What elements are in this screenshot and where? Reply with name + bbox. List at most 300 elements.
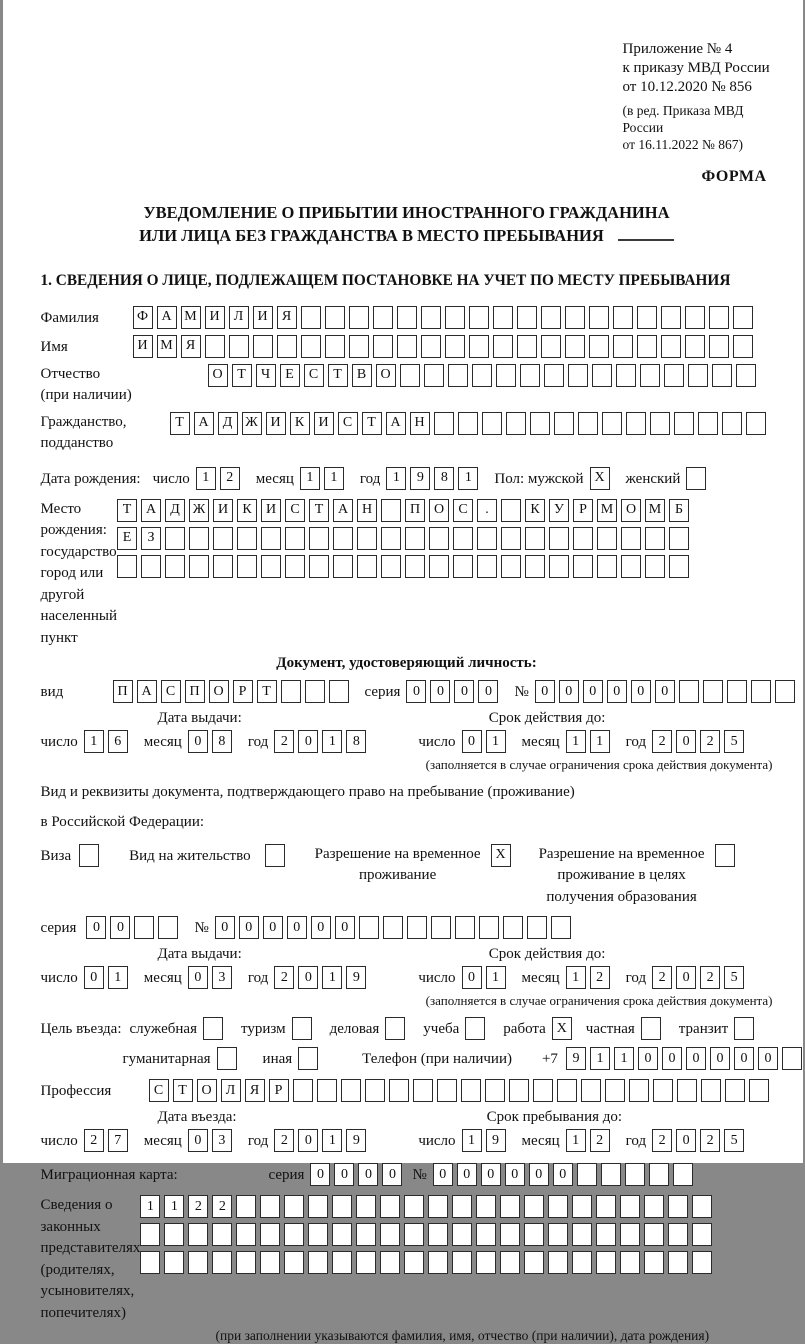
form-cell[interactable]: [472, 364, 492, 387]
form-cell[interactable]: [692, 1223, 712, 1246]
form-cell[interactable]: [525, 527, 545, 550]
form-cell[interactable]: 0: [631, 680, 651, 703]
form-cell[interactable]: [688, 364, 708, 387]
form-cell[interactable]: [431, 916, 451, 939]
form-cell[interactable]: [404, 1195, 424, 1218]
form-cell[interactable]: П: [113, 680, 133, 703]
form-cell[interactable]: [424, 364, 444, 387]
form-cell[interactable]: [373, 335, 393, 358]
form-cell[interactable]: 0: [311, 916, 331, 939]
form-cell[interactable]: 0: [239, 916, 259, 939]
form-cell[interactable]: 1: [590, 730, 610, 753]
form-cell[interactable]: [380, 1223, 400, 1246]
form-cell[interactable]: [533, 1079, 553, 1102]
form-cell[interactable]: С: [453, 499, 473, 522]
form-cell[interactable]: Т: [257, 680, 277, 703]
form-cell[interactable]: [421, 335, 441, 358]
form-cell[interactable]: [434, 412, 454, 435]
form-cell[interactable]: [554, 412, 574, 435]
form-cell[interactable]: О: [429, 499, 449, 522]
form-cell[interactable]: [645, 527, 665, 550]
form-cell[interactable]: 2: [220, 467, 240, 490]
form-cell[interactable]: [205, 335, 225, 358]
form-cell[interactable]: [349, 335, 369, 358]
form-cell[interactable]: [661, 306, 681, 329]
form-cell[interactable]: [332, 1195, 352, 1218]
form-cell[interactable]: [212, 1251, 232, 1274]
form-cell[interactable]: О: [376, 364, 396, 387]
form-cell[interactable]: [212, 1223, 232, 1246]
form-cell[interactable]: О: [208, 364, 228, 387]
form-cell[interactable]: С: [149, 1079, 169, 1102]
form-cell[interactable]: [501, 527, 521, 550]
form-cell[interactable]: [520, 364, 540, 387]
form-cell[interactable]: [407, 916, 427, 939]
form-cell[interactable]: 0: [334, 1163, 354, 1186]
form-cell[interactable]: [455, 916, 475, 939]
form-cell[interactable]: [596, 1195, 616, 1218]
form-cell[interactable]: [581, 1079, 601, 1102]
form-cell[interactable]: X: [552, 1017, 572, 1040]
form-cell[interactable]: [677, 1079, 697, 1102]
form-cell[interactable]: И: [133, 335, 153, 358]
form-cell[interactable]: X: [491, 844, 511, 867]
form-cell[interactable]: [260, 1251, 280, 1274]
form-cell[interactable]: [626, 412, 646, 435]
form-cell[interactable]: [572, 1251, 592, 1274]
form-cell[interactable]: [373, 306, 393, 329]
form-cell[interactable]: [733, 335, 753, 358]
form-cell[interactable]: [356, 1251, 376, 1274]
form-cell[interactable]: 2: [700, 1129, 720, 1152]
form-cell[interactable]: 1: [566, 1129, 586, 1152]
form-cell[interactable]: [597, 555, 617, 578]
form-cell[interactable]: Т: [232, 364, 252, 387]
form-cell[interactable]: Я: [245, 1079, 265, 1102]
form-cell[interactable]: 3: [212, 966, 232, 989]
form-cell[interactable]: 2: [590, 1129, 610, 1152]
form-cell[interactable]: [493, 306, 513, 329]
form-cell[interactable]: 1: [164, 1195, 184, 1218]
form-cell[interactable]: [429, 555, 449, 578]
form-cell[interactable]: [722, 412, 742, 435]
form-cell[interactable]: [383, 916, 403, 939]
form-cell[interactable]: 0: [676, 966, 696, 989]
form-cell[interactable]: [602, 412, 622, 435]
form-cell[interactable]: У: [549, 499, 569, 522]
form-cell[interactable]: [397, 335, 417, 358]
form-cell[interactable]: И: [213, 499, 233, 522]
form-cell[interactable]: [477, 527, 497, 550]
form-cell[interactable]: 0: [84, 966, 104, 989]
form-cell[interactable]: [544, 364, 564, 387]
form-cell[interactable]: [568, 364, 588, 387]
form-cell[interactable]: [164, 1223, 184, 1246]
form-cell[interactable]: [596, 1251, 616, 1274]
form-cell[interactable]: [637, 335, 657, 358]
form-cell[interactable]: [405, 527, 425, 550]
form-cell[interactable]: 1: [300, 467, 320, 490]
form-cell[interactable]: [188, 1251, 208, 1274]
form-cell[interactable]: [437, 1079, 457, 1102]
form-cell[interactable]: 0: [686, 1047, 706, 1070]
form-cell[interactable]: 1: [386, 467, 406, 490]
form-cell[interactable]: [557, 1079, 577, 1102]
form-cell[interactable]: [308, 1223, 328, 1246]
form-cell[interactable]: 0: [430, 680, 450, 703]
form-cell[interactable]: [525, 555, 545, 578]
form-cell[interactable]: 2: [652, 730, 672, 753]
form-cell[interactable]: [117, 555, 137, 578]
form-cell[interactable]: [668, 1251, 688, 1274]
form-cell[interactable]: [668, 1195, 688, 1218]
form-cell[interactable]: [260, 1223, 280, 1246]
form-cell[interactable]: Т: [309, 499, 329, 522]
form-cell[interactable]: 2: [652, 1129, 672, 1152]
form-cell[interactable]: [365, 1079, 385, 1102]
form-cell[interactable]: 1: [140, 1195, 160, 1218]
form-cell[interactable]: [509, 1079, 529, 1102]
form-cell[interactable]: П: [405, 499, 425, 522]
form-cell[interactable]: [305, 680, 325, 703]
form-cell[interactable]: 2: [700, 730, 720, 753]
form-cell[interactable]: [428, 1251, 448, 1274]
form-cell[interactable]: 0: [638, 1047, 658, 1070]
form-cell[interactable]: С: [161, 680, 181, 703]
form-cell[interactable]: [703, 680, 723, 703]
form-cell[interactable]: П: [185, 680, 205, 703]
form-cell[interactable]: [421, 306, 441, 329]
form-cell[interactable]: [261, 527, 281, 550]
form-cell[interactable]: [317, 1079, 337, 1102]
form-cell[interactable]: С: [304, 364, 324, 387]
form-cell[interactable]: 0: [559, 680, 579, 703]
form-cell[interactable]: [524, 1223, 544, 1246]
form-cell[interactable]: 1: [486, 730, 506, 753]
form-cell[interactable]: 0: [478, 680, 498, 703]
form-cell[interactable]: [572, 1223, 592, 1246]
form-cell[interactable]: 0: [734, 1047, 754, 1070]
form-cell[interactable]: Т: [328, 364, 348, 387]
form-cell[interactable]: [653, 1079, 673, 1102]
form-cell[interactable]: Л: [229, 306, 249, 329]
form-cell[interactable]: [380, 1195, 400, 1218]
form-cell[interactable]: [668, 1223, 688, 1246]
form-cell[interactable]: 0: [535, 680, 555, 703]
form-cell[interactable]: 0: [457, 1163, 477, 1186]
form-cell[interactable]: [308, 1251, 328, 1274]
form-cell[interactable]: 1: [458, 467, 478, 490]
form-cell[interactable]: [701, 1079, 721, 1102]
form-cell[interactable]: М: [181, 306, 201, 329]
form-cell[interactable]: И: [253, 306, 273, 329]
form-cell[interactable]: [620, 1223, 640, 1246]
form-cell[interactable]: 1: [614, 1047, 634, 1070]
form-cell[interactable]: [709, 306, 729, 329]
form-cell[interactable]: [164, 1251, 184, 1274]
form-cell[interactable]: 2: [274, 966, 294, 989]
form-cell[interactable]: [253, 335, 273, 358]
form-cell[interactable]: 1: [322, 1129, 342, 1152]
form-cell[interactable]: 0: [110, 916, 130, 939]
form-cell[interactable]: О: [209, 680, 229, 703]
form-cell[interactable]: [445, 306, 465, 329]
form-cell[interactable]: 2: [274, 730, 294, 753]
form-cell[interactable]: [541, 335, 561, 358]
form-cell[interactable]: 2: [274, 1129, 294, 1152]
form-cell[interactable]: [281, 680, 301, 703]
form-cell[interactable]: [357, 555, 377, 578]
form-cell[interactable]: [445, 335, 465, 358]
form-cell[interactable]: 1: [566, 966, 586, 989]
form-cell[interactable]: [500, 1195, 520, 1218]
form-cell[interactable]: 0: [188, 730, 208, 753]
form-cell[interactable]: Р: [573, 499, 593, 522]
form-cell[interactable]: [625, 1163, 645, 1186]
form-cell[interactable]: [493, 335, 513, 358]
form-cell[interactable]: [400, 364, 420, 387]
form-cell[interactable]: [261, 555, 281, 578]
form-cell[interactable]: [669, 527, 689, 550]
form-cell[interactable]: 8: [434, 467, 454, 490]
form-cell[interactable]: Т: [173, 1079, 193, 1102]
form-cell[interactable]: [285, 527, 305, 550]
form-cell[interactable]: Ф: [133, 306, 153, 329]
form-cell[interactable]: [453, 555, 473, 578]
form-cell[interactable]: 0: [406, 680, 426, 703]
form-cell[interactable]: [645, 555, 665, 578]
form-cell[interactable]: [189, 527, 209, 550]
form-cell[interactable]: [572, 1195, 592, 1218]
form-cell[interactable]: [578, 412, 598, 435]
form-cell[interactable]: Е: [280, 364, 300, 387]
form-cell[interactable]: [596, 1223, 616, 1246]
form-cell[interactable]: [229, 335, 249, 358]
form-cell[interactable]: [265, 844, 285, 867]
form-cell[interactable]: [405, 555, 425, 578]
form-cell[interactable]: [469, 306, 489, 329]
form-cell[interactable]: А: [333, 499, 353, 522]
form-cell[interactable]: [530, 412, 550, 435]
form-cell[interactable]: [692, 1195, 712, 1218]
form-cell[interactable]: [452, 1195, 472, 1218]
form-cell[interactable]: [712, 364, 732, 387]
form-cell[interactable]: Т: [117, 499, 137, 522]
form-cell[interactable]: [329, 680, 349, 703]
form-cell[interactable]: 2: [212, 1195, 232, 1218]
form-cell[interactable]: [715, 844, 735, 867]
form-cell[interactable]: [589, 335, 609, 358]
form-cell[interactable]: [749, 1079, 769, 1102]
form-cell[interactable]: 1: [196, 467, 216, 490]
form-cell[interactable]: 7: [108, 1129, 128, 1152]
form-cell[interactable]: [664, 364, 684, 387]
form-cell[interactable]: [203, 1017, 223, 1040]
form-cell[interactable]: [641, 1017, 661, 1040]
form-cell[interactable]: М: [597, 499, 617, 522]
form-cell[interactable]: [213, 527, 233, 550]
form-cell[interactable]: 0: [310, 1163, 330, 1186]
form-cell[interactable]: [428, 1223, 448, 1246]
form-cell[interactable]: [613, 306, 633, 329]
form-cell[interactable]: [189, 555, 209, 578]
form-cell[interactable]: [461, 1079, 481, 1102]
form-cell[interactable]: 0: [215, 916, 235, 939]
form-cell[interactable]: [385, 1017, 405, 1040]
form-cell[interactable]: [644, 1251, 664, 1274]
form-cell[interactable]: [500, 1223, 520, 1246]
form-cell[interactable]: [260, 1195, 280, 1218]
form-cell[interactable]: [165, 527, 185, 550]
form-cell[interactable]: [506, 412, 526, 435]
form-cell[interactable]: [482, 412, 502, 435]
form-cell[interactable]: 0: [86, 916, 106, 939]
form-cell[interactable]: [661, 335, 681, 358]
form-cell[interactable]: А: [194, 412, 214, 435]
form-cell[interactable]: [236, 1223, 256, 1246]
form-cell[interactable]: [589, 306, 609, 329]
form-cell[interactable]: О: [621, 499, 641, 522]
form-cell[interactable]: [673, 1163, 693, 1186]
form-cell[interactable]: Ж: [242, 412, 262, 435]
form-cell[interactable]: [465, 1017, 485, 1040]
form-cell[interactable]: [333, 555, 353, 578]
form-cell[interactable]: [389, 1079, 409, 1102]
form-cell[interactable]: [479, 916, 499, 939]
form-cell[interactable]: .: [477, 499, 497, 522]
form-cell[interactable]: [601, 1163, 621, 1186]
form-cell[interactable]: [476, 1251, 496, 1274]
form-cell[interactable]: [709, 335, 729, 358]
form-cell[interactable]: 2: [188, 1195, 208, 1218]
form-cell[interactable]: [549, 555, 569, 578]
form-cell[interactable]: [332, 1251, 352, 1274]
form-cell[interactable]: [428, 1195, 448, 1218]
form-cell[interactable]: 0: [298, 966, 318, 989]
form-cell[interactable]: [621, 527, 641, 550]
form-cell[interactable]: И: [205, 306, 225, 329]
form-cell[interactable]: 1: [322, 730, 342, 753]
form-cell[interactable]: [301, 306, 321, 329]
form-cell[interactable]: [496, 364, 516, 387]
form-cell[interactable]: К: [525, 499, 545, 522]
form-cell[interactable]: З: [141, 527, 161, 550]
form-cell[interactable]: [524, 1251, 544, 1274]
form-cell[interactable]: [237, 555, 257, 578]
form-cell[interactable]: 0: [287, 916, 307, 939]
form-cell[interactable]: 9: [566, 1047, 586, 1070]
form-cell[interactable]: 0: [662, 1047, 682, 1070]
form-cell[interactable]: [775, 680, 795, 703]
form-cell[interactable]: [357, 527, 377, 550]
form-cell[interactable]: 8: [346, 730, 366, 753]
form-cell[interactable]: 1: [462, 1129, 482, 1152]
form-cell[interactable]: 8: [212, 730, 232, 753]
form-cell[interactable]: 0: [607, 680, 627, 703]
form-cell[interactable]: [293, 1079, 313, 1102]
form-cell[interactable]: 0: [553, 1163, 573, 1186]
form-cell[interactable]: [613, 335, 633, 358]
form-cell[interactable]: [549, 527, 569, 550]
form-cell[interactable]: [640, 364, 660, 387]
form-cell[interactable]: 9: [346, 1129, 366, 1152]
form-cell[interactable]: [309, 555, 329, 578]
form-cell[interactable]: [359, 916, 379, 939]
form-cell[interactable]: [284, 1251, 304, 1274]
form-cell[interactable]: Н: [357, 499, 377, 522]
form-cell[interactable]: 0: [462, 730, 482, 753]
form-cell[interactable]: М: [157, 335, 177, 358]
form-cell[interactable]: [413, 1079, 433, 1102]
form-cell[interactable]: [380, 1251, 400, 1274]
form-cell[interactable]: 0: [263, 916, 283, 939]
form-cell[interactable]: [485, 1079, 505, 1102]
form-cell[interactable]: [301, 335, 321, 358]
form-cell[interactable]: [404, 1251, 424, 1274]
form-cell[interactable]: И: [314, 412, 334, 435]
form-cell[interactable]: А: [141, 499, 161, 522]
form-cell[interactable]: [237, 527, 257, 550]
form-cell[interactable]: [448, 364, 468, 387]
form-cell[interactable]: [782, 1047, 802, 1070]
form-cell[interactable]: 0: [481, 1163, 501, 1186]
form-cell[interactable]: 0: [454, 680, 474, 703]
form-cell[interactable]: [620, 1195, 640, 1218]
form-cell[interactable]: Ч: [256, 364, 276, 387]
form-cell[interactable]: [548, 1195, 568, 1218]
form-cell[interactable]: 0: [710, 1047, 730, 1070]
form-cell[interactable]: [650, 412, 670, 435]
form-cell[interactable]: [746, 412, 766, 435]
form-cell[interactable]: [213, 555, 233, 578]
form-cell[interactable]: [356, 1223, 376, 1246]
form-cell[interactable]: 0: [433, 1163, 453, 1186]
form-cell[interactable]: [620, 1251, 640, 1274]
form-cell[interactable]: 1: [324, 467, 344, 490]
form-cell[interactable]: [188, 1223, 208, 1246]
form-cell[interactable]: Л: [221, 1079, 241, 1102]
form-cell[interactable]: [669, 555, 689, 578]
form-cell[interactable]: 9: [346, 966, 366, 989]
form-cell[interactable]: [453, 527, 473, 550]
form-cell[interactable]: 1: [108, 966, 128, 989]
form-cell[interactable]: Я: [181, 335, 201, 358]
form-cell[interactable]: Ж: [189, 499, 209, 522]
form-cell[interactable]: [548, 1251, 568, 1274]
form-cell[interactable]: [616, 364, 636, 387]
form-cell[interactable]: Т: [170, 412, 190, 435]
form-cell[interactable]: [158, 916, 178, 939]
form-cell[interactable]: [500, 1251, 520, 1274]
form-cell[interactable]: А: [157, 306, 177, 329]
form-cell[interactable]: [332, 1223, 352, 1246]
form-cell[interactable]: 0: [462, 966, 482, 989]
form-cell[interactable]: [404, 1223, 424, 1246]
form-cell[interactable]: [292, 1017, 312, 1040]
form-cell[interactable]: С: [338, 412, 358, 435]
form-cell[interactable]: [503, 916, 523, 939]
form-cell[interactable]: 0: [505, 1163, 525, 1186]
form-cell[interactable]: [476, 1195, 496, 1218]
form-cell[interactable]: [733, 306, 753, 329]
form-cell[interactable]: 0: [382, 1163, 402, 1186]
form-cell[interactable]: [284, 1195, 304, 1218]
form-cell[interactable]: Д: [165, 499, 185, 522]
form-cell[interactable]: 0: [335, 916, 355, 939]
form-cell[interactable]: 1: [486, 966, 506, 989]
form-cell[interactable]: 1: [566, 730, 586, 753]
form-cell[interactable]: 0: [188, 1129, 208, 1152]
